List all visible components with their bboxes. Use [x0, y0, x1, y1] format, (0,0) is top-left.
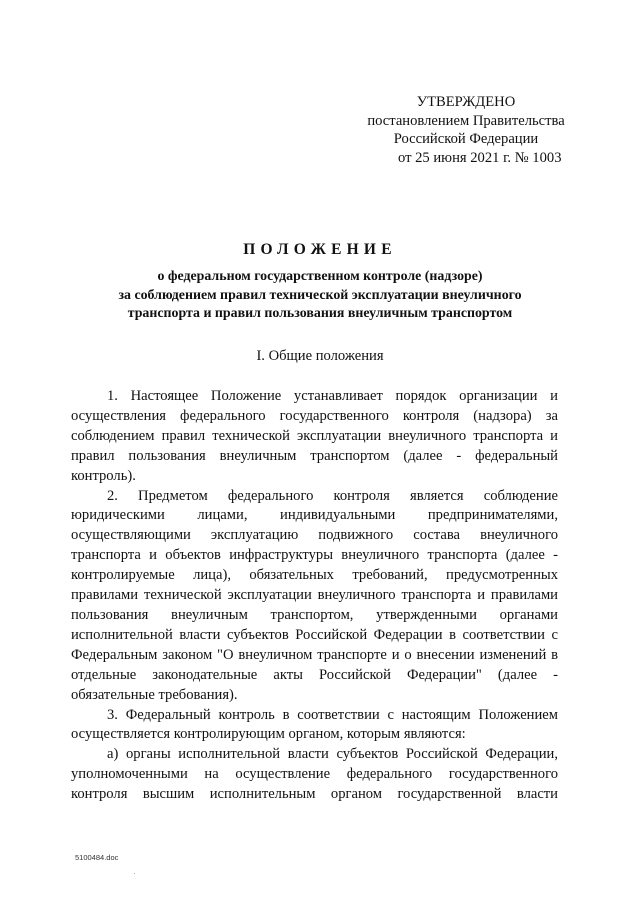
approval-title: УТВЕРЖДЕНО: [416, 94, 516, 110]
document-subtitle-line-2: за соблюдением правил технической эксплуатации внеуличного: [118, 287, 522, 303]
document-body: [71, 387, 558, 805]
section-title: I. Общие положения: [256, 348, 384, 364]
approval-date-number: от 25 июня 2021 г. № 1003: [398, 149, 562, 166]
scan-mark: [134, 873, 135, 874]
approval-by: постановлением Правительства: [367, 112, 565, 129]
document-title: ПОЛОЖЕНИЕ: [243, 241, 397, 258]
document-heading: [60, 241, 580, 324]
paragraph-2: 2. Предметом федерального контроля является соблюдение юридическими лицами, индивидуальными предпринимателями, осуществляющими эксплуатацию подвижного состава внеуличного транспорта и объектов инфраструктуры внеуличного транспорта (далее - контролируемые лица), обязательных требований, предусмотренных правилами технической эксплуатации внеуличного транспорта и правилами пользования внеуличным транспортом, утвержденными органами исполнительной власти субъектов Российской Федерации в соответствии с Федеральным законом "О внеуличном транспорте и о внесении изменений в отдельные законодательные акты Российской Федерации" (далее - обязательные требования).: [71, 487, 558, 703]
document-subtitle-line-3: транспорта и правил пользования внеуличным транспортом: [127, 306, 513, 321]
paragraph-1: 1. Настоящее Положение устанавливает порядок организации и осуществления федерального государственного контроля (надзора) за соблюдением правил технической эксплуатации внеуличного транспорта и правил пользования внеуличным транспортом (далее - федеральный контроль).: [71, 388, 558, 484]
document-subtitle-line-1: о федеральном государственном контроле (надзоре): [157, 269, 483, 284]
paragraph-3: 3. Федеральный контроль в соответствии с настоящим Положением осуществляется контролирующим органом, которым являются:: [71, 706, 558, 743]
paragraph-3a: а) органы исполнительной власти субъектов Российской Федерации, уполномоченными на осуществление федерального государственного контроля высшим исполнительным органом государственной власти: [71, 746, 558, 803]
document-file-id: 5100484.doc: [75, 853, 119, 862]
approval-government: Российской Федерации: [393, 131, 539, 147]
approval-stamp: [346, 93, 586, 167]
